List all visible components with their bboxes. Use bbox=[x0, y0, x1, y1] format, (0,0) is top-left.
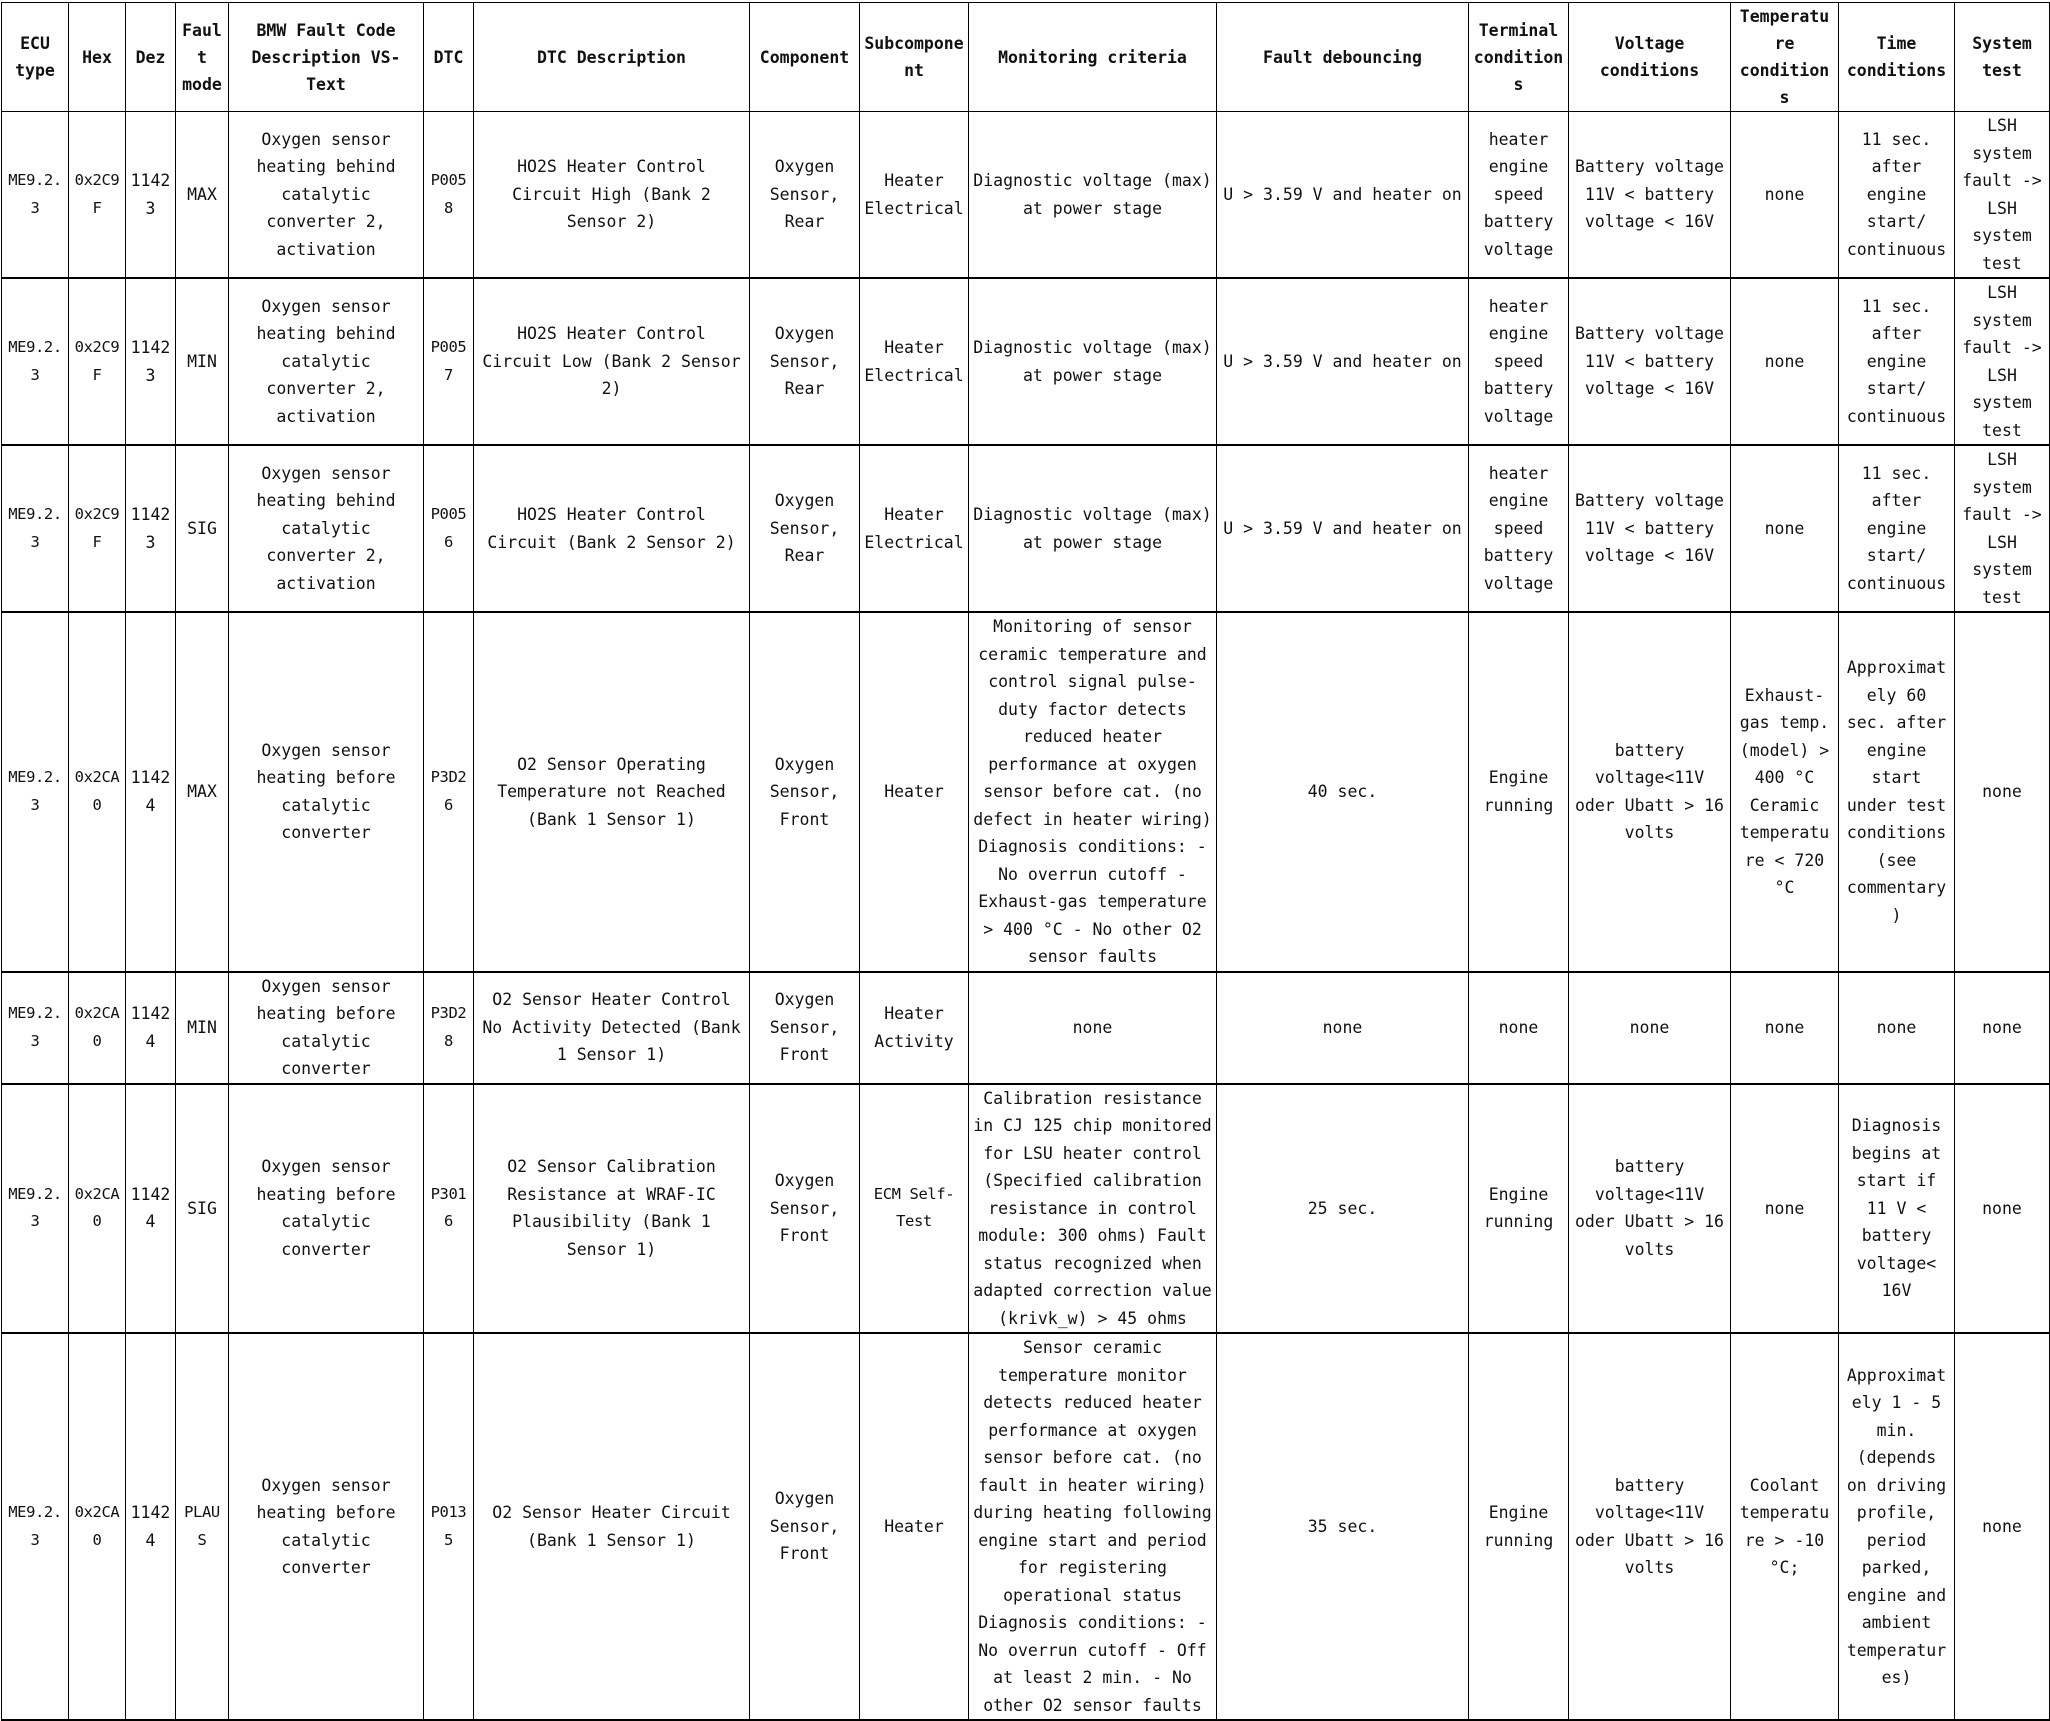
cell-dtc-description: O2 Sensor Heater Circuit (Bank 1 Sensor 1) bbox=[474, 1333, 750, 1720]
cell-subcomponent: Heater Electrical bbox=[860, 278, 969, 445]
cell-time-conditions: 11 sec. after engine start/ continuous bbox=[1839, 278, 1955, 445]
cell-hex: 0x2CA0 bbox=[69, 1084, 126, 1334]
cell-dtc: P3016 bbox=[424, 1084, 474, 1334]
cell-hex: 0x2C9F bbox=[69, 445, 126, 612]
cell-ecu-type: ME9.2.3 bbox=[2, 278, 69, 445]
cell-system-test: LSH system fault -> LSH system test bbox=[1955, 445, 2050, 612]
cell-temperature-conditions: none bbox=[1731, 1084, 1839, 1334]
cell-dtc-description: HO2S Heater Control Circuit High (Bank 2 Sensor 2) bbox=[474, 112, 750, 279]
cell-ecu-type: ME9.2.3 bbox=[2, 612, 69, 972]
cell-ecu-type: ME9.2.3 bbox=[2, 112, 69, 279]
cell-monitoring-criteria: Sensor ceramic temperature monitor detects reduced heater performance at oxygen sensor before cat. (no fault in heater wiring) during heating following engine start and period for registering operational status Diagnosis conditions: - No overrun cutoff - Off at least 2 min. - No other O2 sensor faults bbox=[969, 1333, 1217, 1720]
cell-dez: 11424 bbox=[126, 1084, 176, 1334]
cell-fault-debouncing: 35 sec. bbox=[1217, 1333, 1469, 1720]
cell-hex: 0x2CA0 bbox=[69, 972, 126, 1084]
table-row bbox=[2, 445, 2050, 612]
cell-voltage-conditions: battery voltage<11V oder Ubatt > 16 volts bbox=[1569, 1333, 1731, 1720]
cell-time-conditions: Diagnosis begins at start if 11 V < battery voltage< 16V bbox=[1839, 1084, 1955, 1334]
cell-component: Oxygen Sensor, Front bbox=[750, 612, 860, 972]
cell-bmw-fault-code: Oxygen sensor heating before catalytic converter bbox=[229, 1333, 424, 1720]
header-subcomponent: Subcomponent bbox=[860, 3, 969, 112]
fault-code-table bbox=[1, 2, 2050, 1721]
cell-dtc-description: O2 Sensor Heater Control No Activity Detected (Bank 1 Sensor 1) bbox=[474, 972, 750, 1084]
cell-terminal-conditions: heater engine speed battery voltage bbox=[1469, 278, 1569, 445]
cell-fault-debouncing: none bbox=[1217, 972, 1469, 1084]
header-monitoring-criteria: Monitoring criteria bbox=[969, 3, 1217, 112]
cell-terminal-conditions: Engine running bbox=[1469, 1084, 1569, 1334]
header-component: Component bbox=[750, 3, 860, 112]
cell-monitoring-criteria: Diagnostic voltage (max) at power stage bbox=[969, 445, 1217, 612]
cell-bmw-fault-code: Oxygen sensor heating before catalytic converter bbox=[229, 972, 424, 1084]
cell-fault-mode: MAX bbox=[176, 112, 229, 279]
cell-component: Oxygen Sensor, Rear bbox=[750, 112, 860, 279]
cell-system-test: none bbox=[1955, 1333, 2050, 1720]
cell-fault-debouncing: 25 sec. bbox=[1217, 1084, 1469, 1334]
cell-fault-debouncing: U > 3.59 V and heater on bbox=[1217, 445, 1469, 612]
cell-hex: 0x2CA0 bbox=[69, 1333, 126, 1720]
cell-fault-debouncing: U > 3.59 V and heater on bbox=[1217, 112, 1469, 279]
cell-dez: 11423 bbox=[126, 445, 176, 612]
cell-terminal-conditions: none bbox=[1469, 972, 1569, 1084]
cell-bmw-fault-code: Oxygen sensor heating behind catalytic converter 2, activation bbox=[229, 278, 424, 445]
header-hex: Hex bbox=[69, 3, 126, 112]
cell-terminal-conditions: Engine running bbox=[1469, 1333, 1569, 1720]
cell-time-conditions: 11 sec. after engine start/ continuous bbox=[1839, 112, 1955, 279]
cell-terminal-conditions: heater engine speed battery voltage bbox=[1469, 112, 1569, 279]
cell-monitoring-criteria: none bbox=[969, 972, 1217, 1084]
cell-component: Oxygen Sensor, Rear bbox=[750, 445, 860, 612]
cell-voltage-conditions: Battery voltage 11V < battery voltage < 16V bbox=[1569, 112, 1731, 279]
cell-dtc: P0135 bbox=[424, 1333, 474, 1720]
cell-dez: 11424 bbox=[126, 1333, 176, 1720]
cell-ecu-type: ME9.2.3 bbox=[2, 1333, 69, 1720]
cell-dtc: P0058 bbox=[424, 112, 474, 279]
cell-ecu-type: ME9.2.3 bbox=[2, 1084, 69, 1334]
cell-dtc: P0056 bbox=[424, 445, 474, 612]
table-row bbox=[2, 112, 2050, 279]
cell-dez: 11423 bbox=[126, 278, 176, 445]
cell-ecu-type: ME9.2.3 bbox=[2, 445, 69, 612]
cell-fault-mode: MIN bbox=[176, 278, 229, 445]
cell-fault-mode: MAX bbox=[176, 612, 229, 972]
cell-time-conditions: none bbox=[1839, 972, 1955, 1084]
header-time-conditions: Time conditions bbox=[1839, 3, 1955, 112]
cell-system-test: LSH system fault -> LSH system test bbox=[1955, 112, 2050, 279]
cell-temperature-conditions: none bbox=[1731, 112, 1839, 279]
header-terminal-conditions: Terminal conditions bbox=[1469, 3, 1569, 112]
cell-system-test: none bbox=[1955, 1084, 2050, 1334]
table-row bbox=[2, 278, 2050, 445]
cell-monitoring-criteria: Diagnostic voltage (max) at power stage bbox=[969, 112, 1217, 279]
cell-dez: 11423 bbox=[126, 112, 176, 279]
header-fault-mode: Fault mode bbox=[176, 3, 229, 112]
cell-temperature-conditions: none bbox=[1731, 972, 1839, 1084]
cell-ecu-type: ME9.2.3 bbox=[2, 972, 69, 1084]
header-bmw-fault-code: BMW Fault Code Description VS-Text bbox=[229, 3, 424, 112]
cell-time-conditions: Approximately 1 - 5 min. (depends on driving profile, period parked, engine and ambient temperatures) bbox=[1839, 1333, 1955, 1720]
cell-monitoring-criteria: Calibration resistance in CJ 125 chip monitored for LSU heater control (Specified calibration resistance in control module: 300 ohms) Fault status recognized when adapted correction value (krivk_w) > 45 ohms bbox=[969, 1084, 1217, 1334]
header-temperature-conditions: Temperature conditions bbox=[1731, 3, 1839, 112]
cell-dez: 11424 bbox=[126, 972, 176, 1084]
cell-bmw-fault-code: Oxygen sensor heating before catalytic converter bbox=[229, 612, 424, 972]
cell-time-conditions: 11 sec. after engine start/ continuous bbox=[1839, 445, 1955, 612]
header-voltage-conditions: Voltage conditions bbox=[1569, 3, 1731, 112]
cell-system-test: none bbox=[1955, 972, 2050, 1084]
cell-system-test: none bbox=[1955, 612, 2050, 972]
cell-bmw-fault-code: Oxygen sensor heating behind catalytic converter 2, activation bbox=[229, 112, 424, 279]
cell-subcomponent: Heater bbox=[860, 612, 969, 972]
cell-voltage-conditions: battery voltage<11V oder Ubatt > 16 volts bbox=[1569, 612, 1731, 972]
table-row bbox=[2, 612, 2050, 972]
table-row bbox=[2, 1084, 2050, 1334]
cell-component: Oxygen Sensor, Rear bbox=[750, 278, 860, 445]
cell-dez: 11424 bbox=[126, 612, 176, 972]
cell-dtc-description: O2 Sensor Operating Temperature not Reached (Bank 1 Sensor 1) bbox=[474, 612, 750, 972]
cell-fault-mode: SIG bbox=[176, 1084, 229, 1334]
cell-component: Oxygen Sensor, Front bbox=[750, 1333, 860, 1720]
cell-subcomponent: Heater bbox=[860, 1333, 969, 1720]
cell-voltage-conditions: Battery voltage 11V < battery voltage < 16V bbox=[1569, 445, 1731, 612]
header-dtc: DTC bbox=[424, 3, 474, 112]
cell-temperature-conditions: Exhaust-gas temp. (model) > 400 °C Ceramic temperature < 720 °C bbox=[1731, 612, 1839, 972]
cell-subcomponent: Heater Activity bbox=[860, 972, 969, 1084]
cell-bmw-fault-code: Oxygen sensor heating before catalytic converter bbox=[229, 1084, 424, 1334]
cell-component: Oxygen Sensor, Front bbox=[750, 1084, 860, 1334]
header-dez: Dez bbox=[126, 3, 176, 112]
header-dtc-description: DTC Description bbox=[474, 3, 750, 112]
cell-dtc: P3D26 bbox=[424, 612, 474, 972]
cell-bmw-fault-code: Oxygen sensor heating behind catalytic converter 2, activation bbox=[229, 445, 424, 612]
cell-subcomponent: ECM Self-Test bbox=[860, 1084, 969, 1334]
cell-temperature-conditions: none bbox=[1731, 445, 1839, 612]
cell-fault-debouncing: U > 3.59 V and heater on bbox=[1217, 278, 1469, 445]
header-row bbox=[2, 3, 2050, 112]
table-row bbox=[2, 972, 2050, 1084]
cell-fault-mode: PLAUS bbox=[176, 1333, 229, 1720]
cell-dtc-description: O2 Sensor Calibration Resistance at WRAF-IC Plausibility (Bank 1 Sensor 1) bbox=[474, 1084, 750, 1334]
cell-voltage-conditions: Battery voltage 11V < battery voltage < 16V bbox=[1569, 278, 1731, 445]
cell-temperature-conditions: Coolant temperature > -10 °C; bbox=[1731, 1333, 1839, 1720]
cell-hex: 0x2C9F bbox=[69, 112, 126, 279]
cell-dtc-description: HO2S Heater Control Circuit Low (Bank 2 Sensor 2) bbox=[474, 278, 750, 445]
header-fault-debouncing: Fault debouncing bbox=[1217, 3, 1469, 112]
cell-subcomponent: Heater Electrical bbox=[860, 445, 969, 612]
cell-voltage-conditions: battery voltage<11V oder Ubatt > 16 volts bbox=[1569, 1084, 1731, 1334]
cell-hex: 0x2C9F bbox=[69, 278, 126, 445]
cell-time-conditions: Approximately 60 sec. after engine start under test conditions (see commentary) bbox=[1839, 612, 1955, 972]
header-system-test: System test bbox=[1955, 3, 2050, 112]
header-ecu-type: ECU type bbox=[2, 3, 69, 112]
cell-monitoring-criteria: Diagnostic voltage (max) at power stage bbox=[969, 278, 1217, 445]
cell-fault-mode: SIG bbox=[176, 445, 229, 612]
cell-fault-debouncing: 40 sec. bbox=[1217, 612, 1469, 972]
cell-fault-mode: MIN bbox=[176, 972, 229, 1084]
cell-system-test: LSH system fault -> LSH system test bbox=[1955, 278, 2050, 445]
cell-monitoring-criteria: Monitoring of sensor ceramic temperature and control signal pulse-duty factor detects reduced heater performance at oxygen sensor before cat. (no defect in heater wiring) Diagnosis conditions: - No overrun cutoff - Exhaust-gas temperature > 400 °C - No other O2 sensor faults bbox=[969, 612, 1217, 972]
table-row bbox=[2, 1333, 2050, 1720]
cell-component: Oxygen Sensor, Front bbox=[750, 972, 860, 1084]
cell-dtc-description: HO2S Heater Control Circuit (Bank 2 Sensor 2) bbox=[474, 445, 750, 612]
cell-dtc: P3D28 bbox=[424, 972, 474, 1084]
cell-terminal-conditions: Engine running bbox=[1469, 612, 1569, 972]
cell-subcomponent: Heater Electrical bbox=[860, 112, 969, 279]
cell-hex: 0x2CA0 bbox=[69, 612, 126, 972]
cell-terminal-conditions: heater engine speed battery voltage bbox=[1469, 445, 1569, 612]
cell-dtc: P0057 bbox=[424, 278, 474, 445]
cell-voltage-conditions: none bbox=[1569, 972, 1731, 1084]
cell-temperature-conditions: none bbox=[1731, 278, 1839, 445]
